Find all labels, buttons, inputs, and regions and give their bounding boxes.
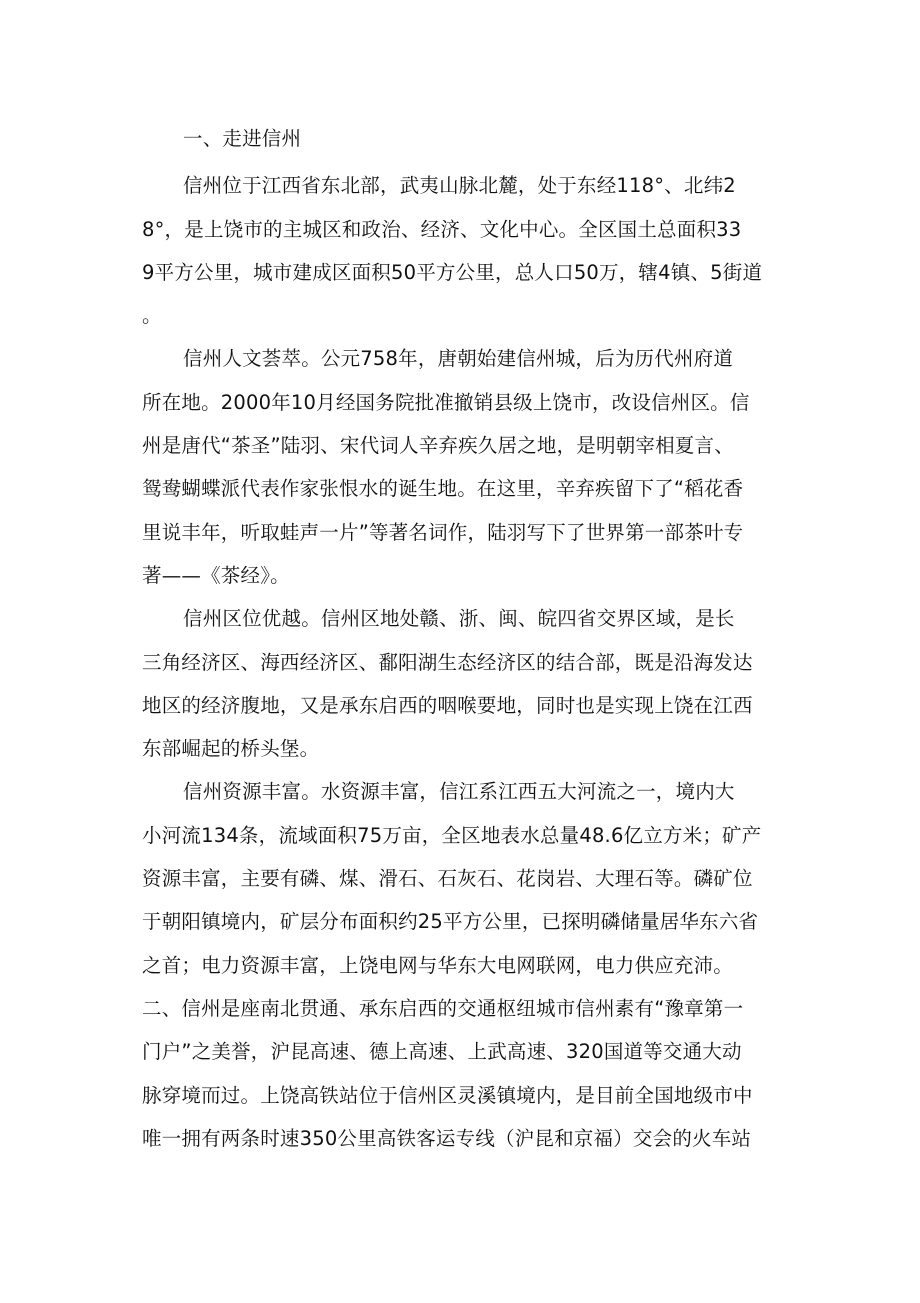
text-line: 之首；电力资源丰富，上饶电网与华东大电网联网，电力供应充沛。	[142, 953, 734, 977]
text-line: 州是唐代“茶圣”陆羽、宋代词人辛弃疾久居之地，是明朝宰相夏言、	[142, 434, 734, 458]
text-line: 信州人文荟萃。公元758年，唐朝始建信州城，后为历代州府道	[183, 347, 734, 371]
text-line: 信州资源丰富。水资源丰富，信江系江西五大河流之一，境内大	[183, 780, 735, 804]
text-line: 鸳鸯蝴蝶派代表作家张恨水的诞生地。在这里，辛弃疾留下了“稻花香	[142, 477, 744, 501]
text-line: 于朝阳镇境内，矿层分布面积约25平方公里，已探明磷储量居华东六省	[142, 910, 759, 934]
document-body	[142, 117, 802, 1160]
text-line: 9平方公里，城市建成区面积50平方公里，总人口50万，辖4镇、5街道	[142, 260, 763, 284]
text-line: 小河流134条，流域面积75万亩，全区地表水总量48.6亿立方米；矿产	[142, 823, 762, 847]
text-line: 三角经济区、海西经济区、鄱阳湖生态经济区的结合部，既是沿海发达	[142, 650, 753, 674]
text-line: 门户”之美誉，沪昆高速、德上高速、上武高速、320国道等交通大动	[142, 1040, 742, 1064]
section-heading: 一、走进信州	[183, 127, 302, 150]
text-line: 所在地。2000年10月经国务院批准撤销县级上饶市，改设信州区。信	[142, 390, 750, 414]
text-line: 唯一拥有两条时速350公里高铁客运专线（沪昆和京福）交会的火车站	[142, 1126, 752, 1150]
text-line: 资源丰富，主要有磷、煤、滑石、石灰石、花岗岩、大理石等。磷矿位	[142, 867, 753, 891]
text-line: 信州位于江西省东北部，武夷山脉北麓，处于东经118°、北纬2	[183, 174, 736, 198]
text-line: 。	[142, 304, 162, 328]
text-line: 脉穿境而过。上饶高铁站位于信州区灵溪镇境内，是目前全国地级市中	[142, 1083, 753, 1107]
text-line: 东部崛起的桥头堡。	[142, 737, 320, 761]
text-line: 8°，是上饶市的主城区和政治、经济、文化中心。全区国土总面积33	[142, 217, 742, 241]
text-line: 信州区位优越。信州区地处赣、浙、闽、皖四省交界区域，是长	[183, 607, 735, 631]
text-line: 地区的经济腹地，又是承东启西的咽喉要地，同时也是实现上饶在江西	[142, 693, 753, 717]
text-line: 里说丰年，听取蛙声一片”等著名词作，陆羽写下了世界第一部茶叶专	[142, 520, 744, 544]
text-line: 二、信州是座南北贯通、承东启西的交通枢纽城市信州素有“豫章第一	[142, 996, 744, 1020]
text-line: 著——《茶经》。	[142, 563, 290, 587]
